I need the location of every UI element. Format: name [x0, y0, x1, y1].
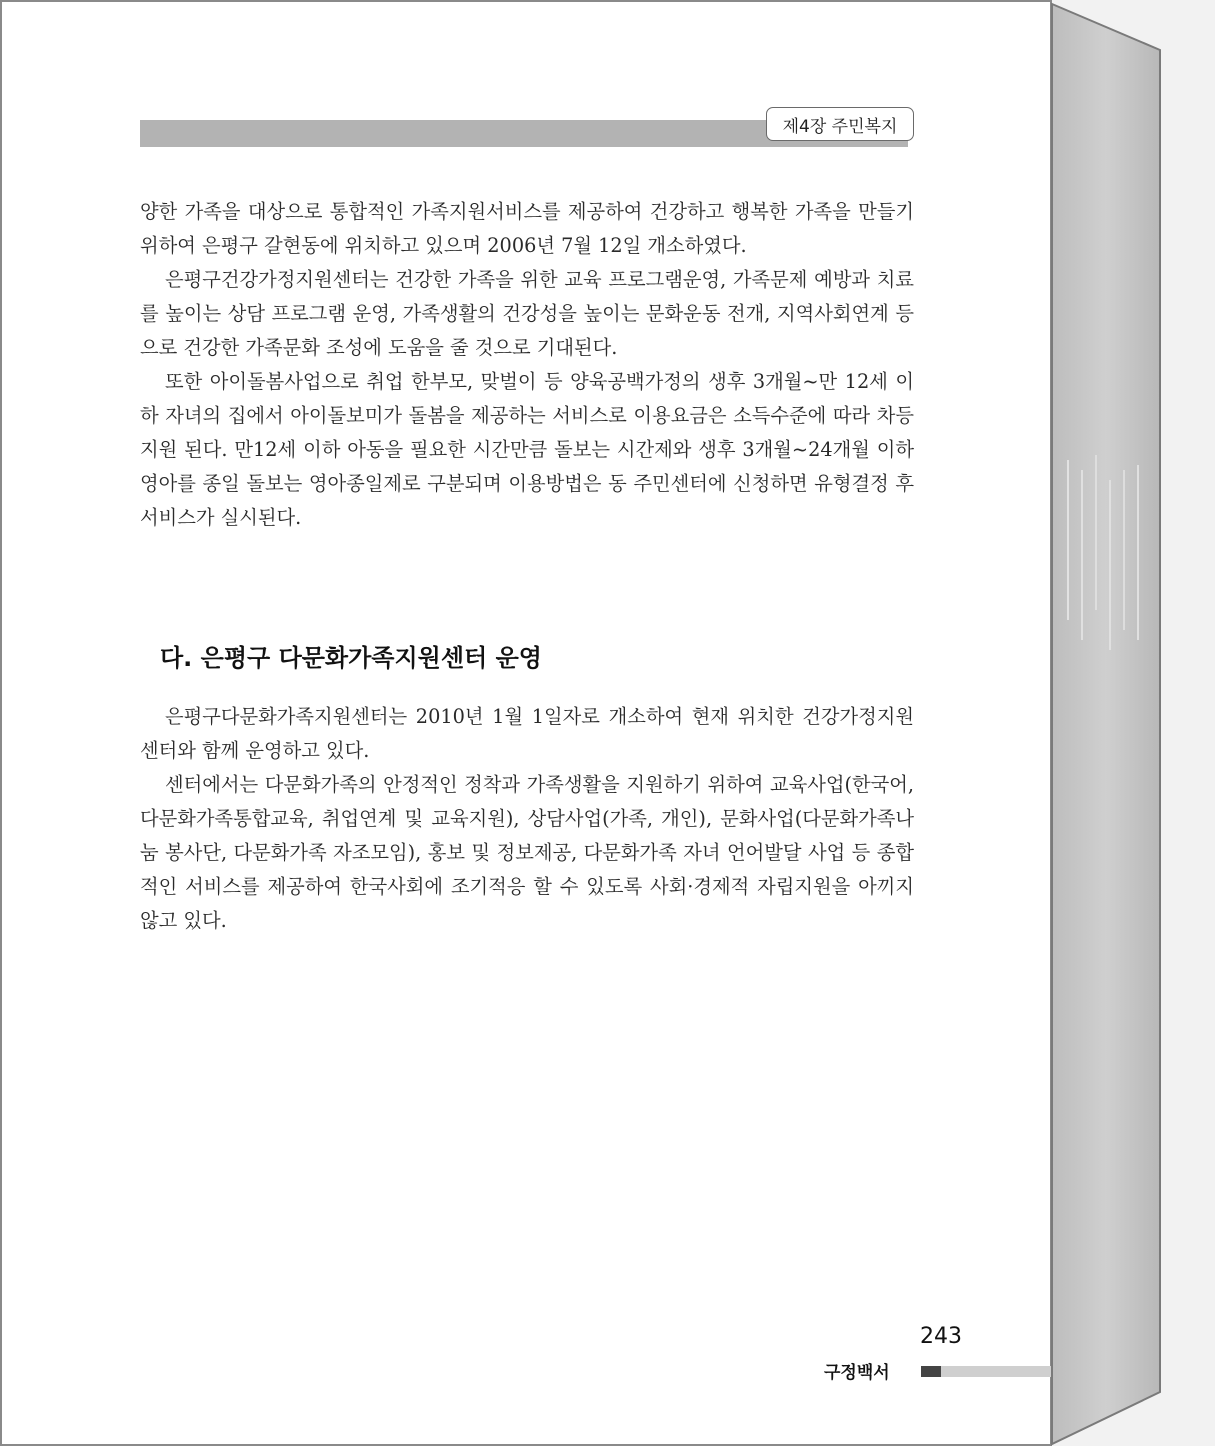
paragraph: 센터에서는 다문화가족의 안정적인 정착과 가족생활을 지원하기 위하여 교육사업(한국어, 다문화가족통합교육, 취업연계 및 교육지원), 상담사업(가족, 개인), 문화사업(다문화가족나눔 봉사단, 다문화가족 자조모임), 홍보 및 정보제공, 다문화가족 자녀 언어발달 사업 등 종합적인 서비스를 제공하여 한국사회에 조기적응 할 수 있도록 사회·경제적 자립지원을 아끼지 않고 있다.	[140, 773, 914, 932]
paragraph: 양한 가족을 대상으로 통합적인 가족지원서비스를 제공하여 건강하고 행복한 가족을 만들기 위하여 은평구 갈현동에 위치하고 있으며 2006년 7월 12일 개소하였다.	[140, 200, 914, 257]
page-number: 243	[920, 1324, 962, 1349]
section-title: 다. 은평구 다문화가족지원센터 운영	[160, 644, 542, 672]
chapter-tab: 제4장 주민복지	[766, 107, 914, 141]
paragraph: 은평구건강가정지원센터는 건강한 가족을 위한 교육 프로그램운영, 가족문제 예방과 치료를 높이는 상담 프로그램 운영, 가족생활의 건강성을 높이는 문화운동 전개, 지역사회연계 등으로 건강한 가족문화 조성에 도움을 줄 것으로 기대된다.	[140, 268, 914, 359]
paragraph: 은평구다문화가족지원센터는 2010년 1월 1일자로 개소하여 현재 위치한 건강가정지원센터와 함께 운영하고 있다.	[140, 705, 914, 762]
paragraph: 또한 아이돌봄사업으로 취업 한부모, 맞벌이 등 양육공백가정의 생후 3개월~만 12세 이하 자녀의 집에서 아이돌보미가 돌봄을 제공하는 서비스로 이용요금은 소득수준에 따라 차등지원 된다. 만12세 이하 아동을 필요한 시간만큼 돌보는 시간제와 생후 3개월~24개월 이하 영아를 종일 돌보는 영아종일제로 구분되며 이용방법은 동 주민센터에 신청하면 유형결정 후 서비스가 실시된다.	[140, 370, 914, 529]
book-title: 구정백서	[824, 1363, 890, 1383]
